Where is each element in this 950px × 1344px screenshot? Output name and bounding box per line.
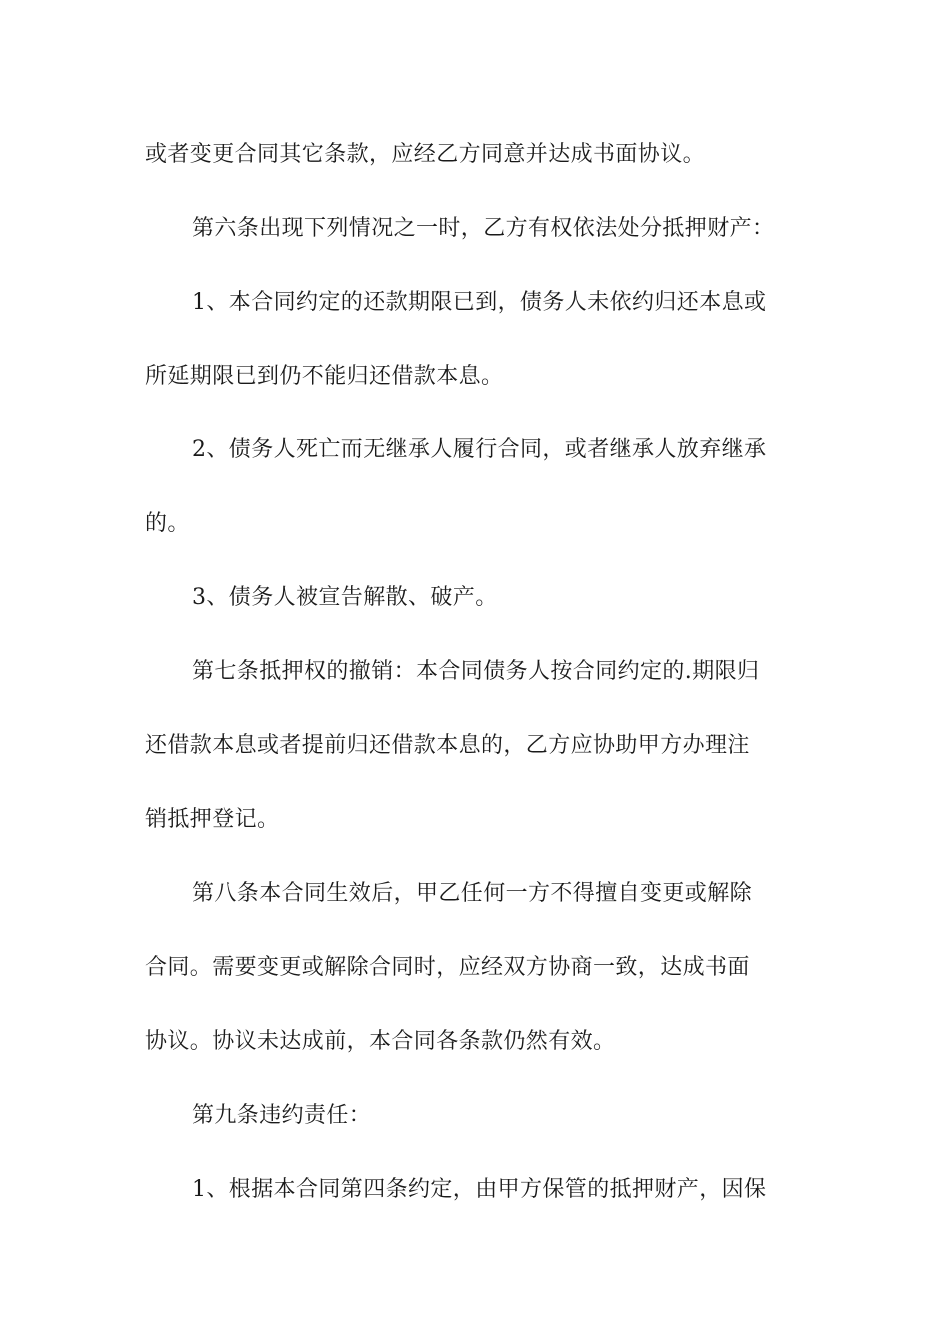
text-line-1: 或者变更合同其它条款，应经乙方同意并达成书面协议。 bbox=[145, 142, 706, 167]
text-line-11: 第八条本合同生效后，甲乙任何一方不得擅自变更或解除 bbox=[192, 881, 753, 906]
text-line-3: 1、本合同约定的还款期限已到，债务人未依约归还本息或 bbox=[192, 290, 767, 315]
text-line-10: 销抵押登记。 bbox=[145, 807, 280, 832]
text-line-2: 第六条出现下列情况之一时，乙方有权依法处分抵押财产： bbox=[192, 216, 775, 241]
text-line-9: 还借款本息或者提前归还借款本息的，乙方应协助甲方办理注 bbox=[145, 733, 750, 758]
text-line-13: 协议。协议未达成前，本合同各条款仍然有效。 bbox=[145, 1029, 616, 1054]
text-line-8: 第七条抵押权的撤销：本合同债务人按合同约定的.期限归 bbox=[192, 659, 760, 684]
text-line-7: 3、债务人被宣告解散、破产。 bbox=[192, 585, 498, 610]
text-line-4: 所延期限已到仍不能归还借款本息。 bbox=[145, 364, 504, 389]
text-line-5: 2、债务人死亡而无继承人履行合同，或者继承人放弃继承 bbox=[192, 437, 767, 462]
text-line-15: 1、根据本合同第四条约定，由甲方保管的抵押财产，因保 bbox=[192, 1177, 767, 1202]
text-line-14: 第九条违约责任： bbox=[192, 1103, 372, 1128]
text-line-6: 的。 bbox=[145, 511, 190, 536]
text-line-12: 合同。需要变更或解除合同时，应经双方协商一致，达成书面 bbox=[145, 955, 750, 980]
